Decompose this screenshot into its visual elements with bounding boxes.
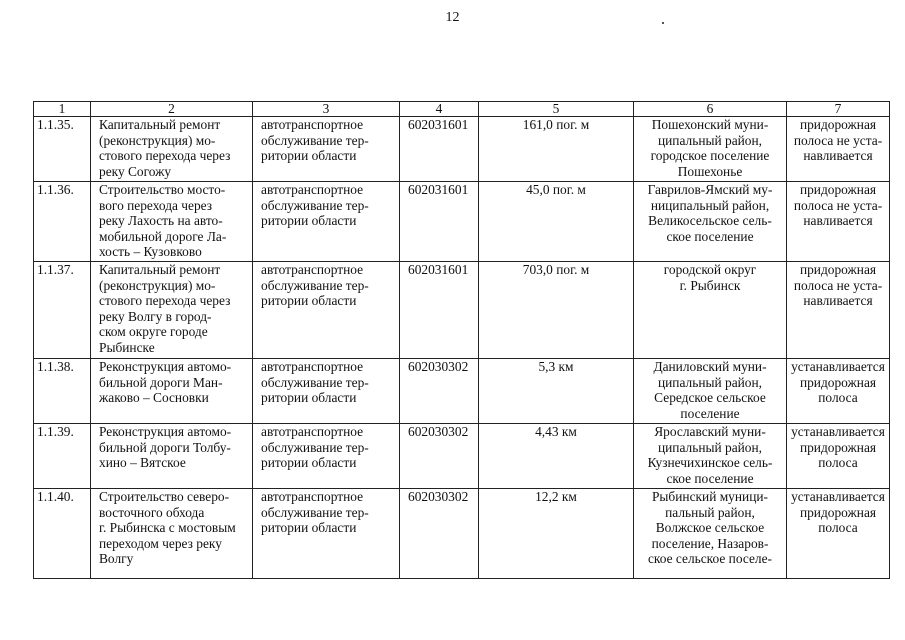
column-number-5: 5 bbox=[479, 102, 634, 117]
column-number-2: 2 bbox=[91, 102, 253, 117]
row-number: 1.1.38. bbox=[34, 359, 91, 424]
object-name: Капитальный ремонт (реконструкция) мо- стового перехода через реку Согожу bbox=[91, 117, 253, 182]
roadside-strip: придорожная полоса не уста- навливается bbox=[787, 262, 890, 359]
object-code: 602031601 bbox=[400, 262, 479, 359]
roadside-strip: придорожная полоса не уста- навливается bbox=[787, 182, 890, 262]
table-row bbox=[34, 117, 890, 182]
object-length: 45,0 пог. м bbox=[479, 182, 634, 262]
roadside-strip: устанавливается придорожная полоса bbox=[787, 489, 890, 579]
object-code: 602031601 bbox=[400, 117, 479, 182]
objects-table bbox=[33, 101, 890, 579]
object-length: 161,0 пог. м bbox=[479, 117, 634, 182]
column-number-7: 7 bbox=[787, 102, 890, 117]
object-purpose: автотранспортное обслуживание тер- ритории области bbox=[253, 182, 400, 262]
object-name: Капитальный ремонт (реконструкция) мо- стового перехода через реку Волгу в город- ском округе городе Рыбинске bbox=[91, 262, 253, 359]
object-name: Строительство мосто- вого перехода через реку Лахость на авто- мобильной дороге Ла- хость – Кузовково bbox=[91, 182, 253, 262]
page-number: 12 bbox=[445, 10, 460, 25]
object-purpose: автотранспортное обслуживание тер- ритории области bbox=[253, 489, 400, 579]
object-length: 703,0 пог. м bbox=[479, 262, 634, 359]
column-number-1: 1 bbox=[34, 102, 91, 117]
row-number: 1.1.40. bbox=[34, 489, 91, 579]
row-number: 1.1.39. bbox=[34, 424, 91, 489]
object-length: 4,43 км bbox=[479, 424, 634, 489]
roadside-strip: придорожная полоса не уста- навливается bbox=[787, 117, 890, 182]
table-row bbox=[34, 489, 890, 579]
table-row bbox=[34, 262, 890, 359]
object-name: Реконструкция автомо- бильной дороги Ман- жаково – Сосновки bbox=[91, 359, 253, 424]
object-length: 12,2 км bbox=[479, 489, 634, 579]
object-purpose: автотранспортное обслуживание тер- ритории области bbox=[253, 262, 400, 359]
table-row bbox=[34, 424, 890, 489]
object-name: Строительство северо- восточного обхода г. Рыбинска с мостовым переходом через реку Волгу bbox=[91, 489, 253, 579]
object-purpose: автотранспортное обслуживание тер- ритории области bbox=[253, 117, 400, 182]
object-name: Реконструкция автомо- бильной дороги Толбу- хино – Вятское bbox=[91, 424, 253, 489]
roadside-strip: устанавливается придорожная полоса bbox=[787, 359, 890, 424]
object-code: 602030302 bbox=[400, 424, 479, 489]
object-location: городской округ г. Рыбинск bbox=[634, 262, 787, 359]
table-row bbox=[34, 359, 890, 424]
row-number: 1.1.35. bbox=[34, 117, 91, 182]
object-location: Гаврилов-Ямский му- ниципальный район, Великосельское сель- ское поселение bbox=[634, 182, 787, 262]
object-location: Даниловский муни- ципальный район, Середское сельское поселение bbox=[634, 359, 787, 424]
column-number-4: 4 bbox=[400, 102, 479, 117]
column-number-3: 3 bbox=[253, 102, 400, 117]
object-code: 602030302 bbox=[400, 489, 479, 579]
object-purpose: автотранспортное обслуживание тер- ритории области bbox=[253, 359, 400, 424]
header-row bbox=[34, 102, 890, 117]
table-row bbox=[34, 182, 890, 262]
object-code: 602031601 bbox=[400, 182, 479, 262]
column-number-6: 6 bbox=[634, 102, 787, 117]
roadside-strip: устанавливается придорожная полоса bbox=[787, 424, 890, 489]
object-length: 5,3 км bbox=[479, 359, 634, 424]
object-code: 602030302 bbox=[400, 359, 479, 424]
row-number: 1.1.36. bbox=[34, 182, 91, 262]
table-body bbox=[34, 102, 890, 579]
row-number: 1.1.37. bbox=[34, 262, 91, 359]
object-purpose: автотранспортное обслуживание тер- ритории области bbox=[253, 424, 400, 489]
scan-speck bbox=[662, 22, 664, 24]
object-location: Рыбинский муници- пальный район, Волжское сельское поселение, Назаров- ское сельское поселе- bbox=[634, 489, 787, 579]
object-location: Ярославский муни- ципальный район, Кузнечихинское сель- ское поселение bbox=[634, 424, 787, 489]
object-location: Пошехонский муни- ципальный район, городское поселение Пошехонье bbox=[634, 117, 787, 182]
